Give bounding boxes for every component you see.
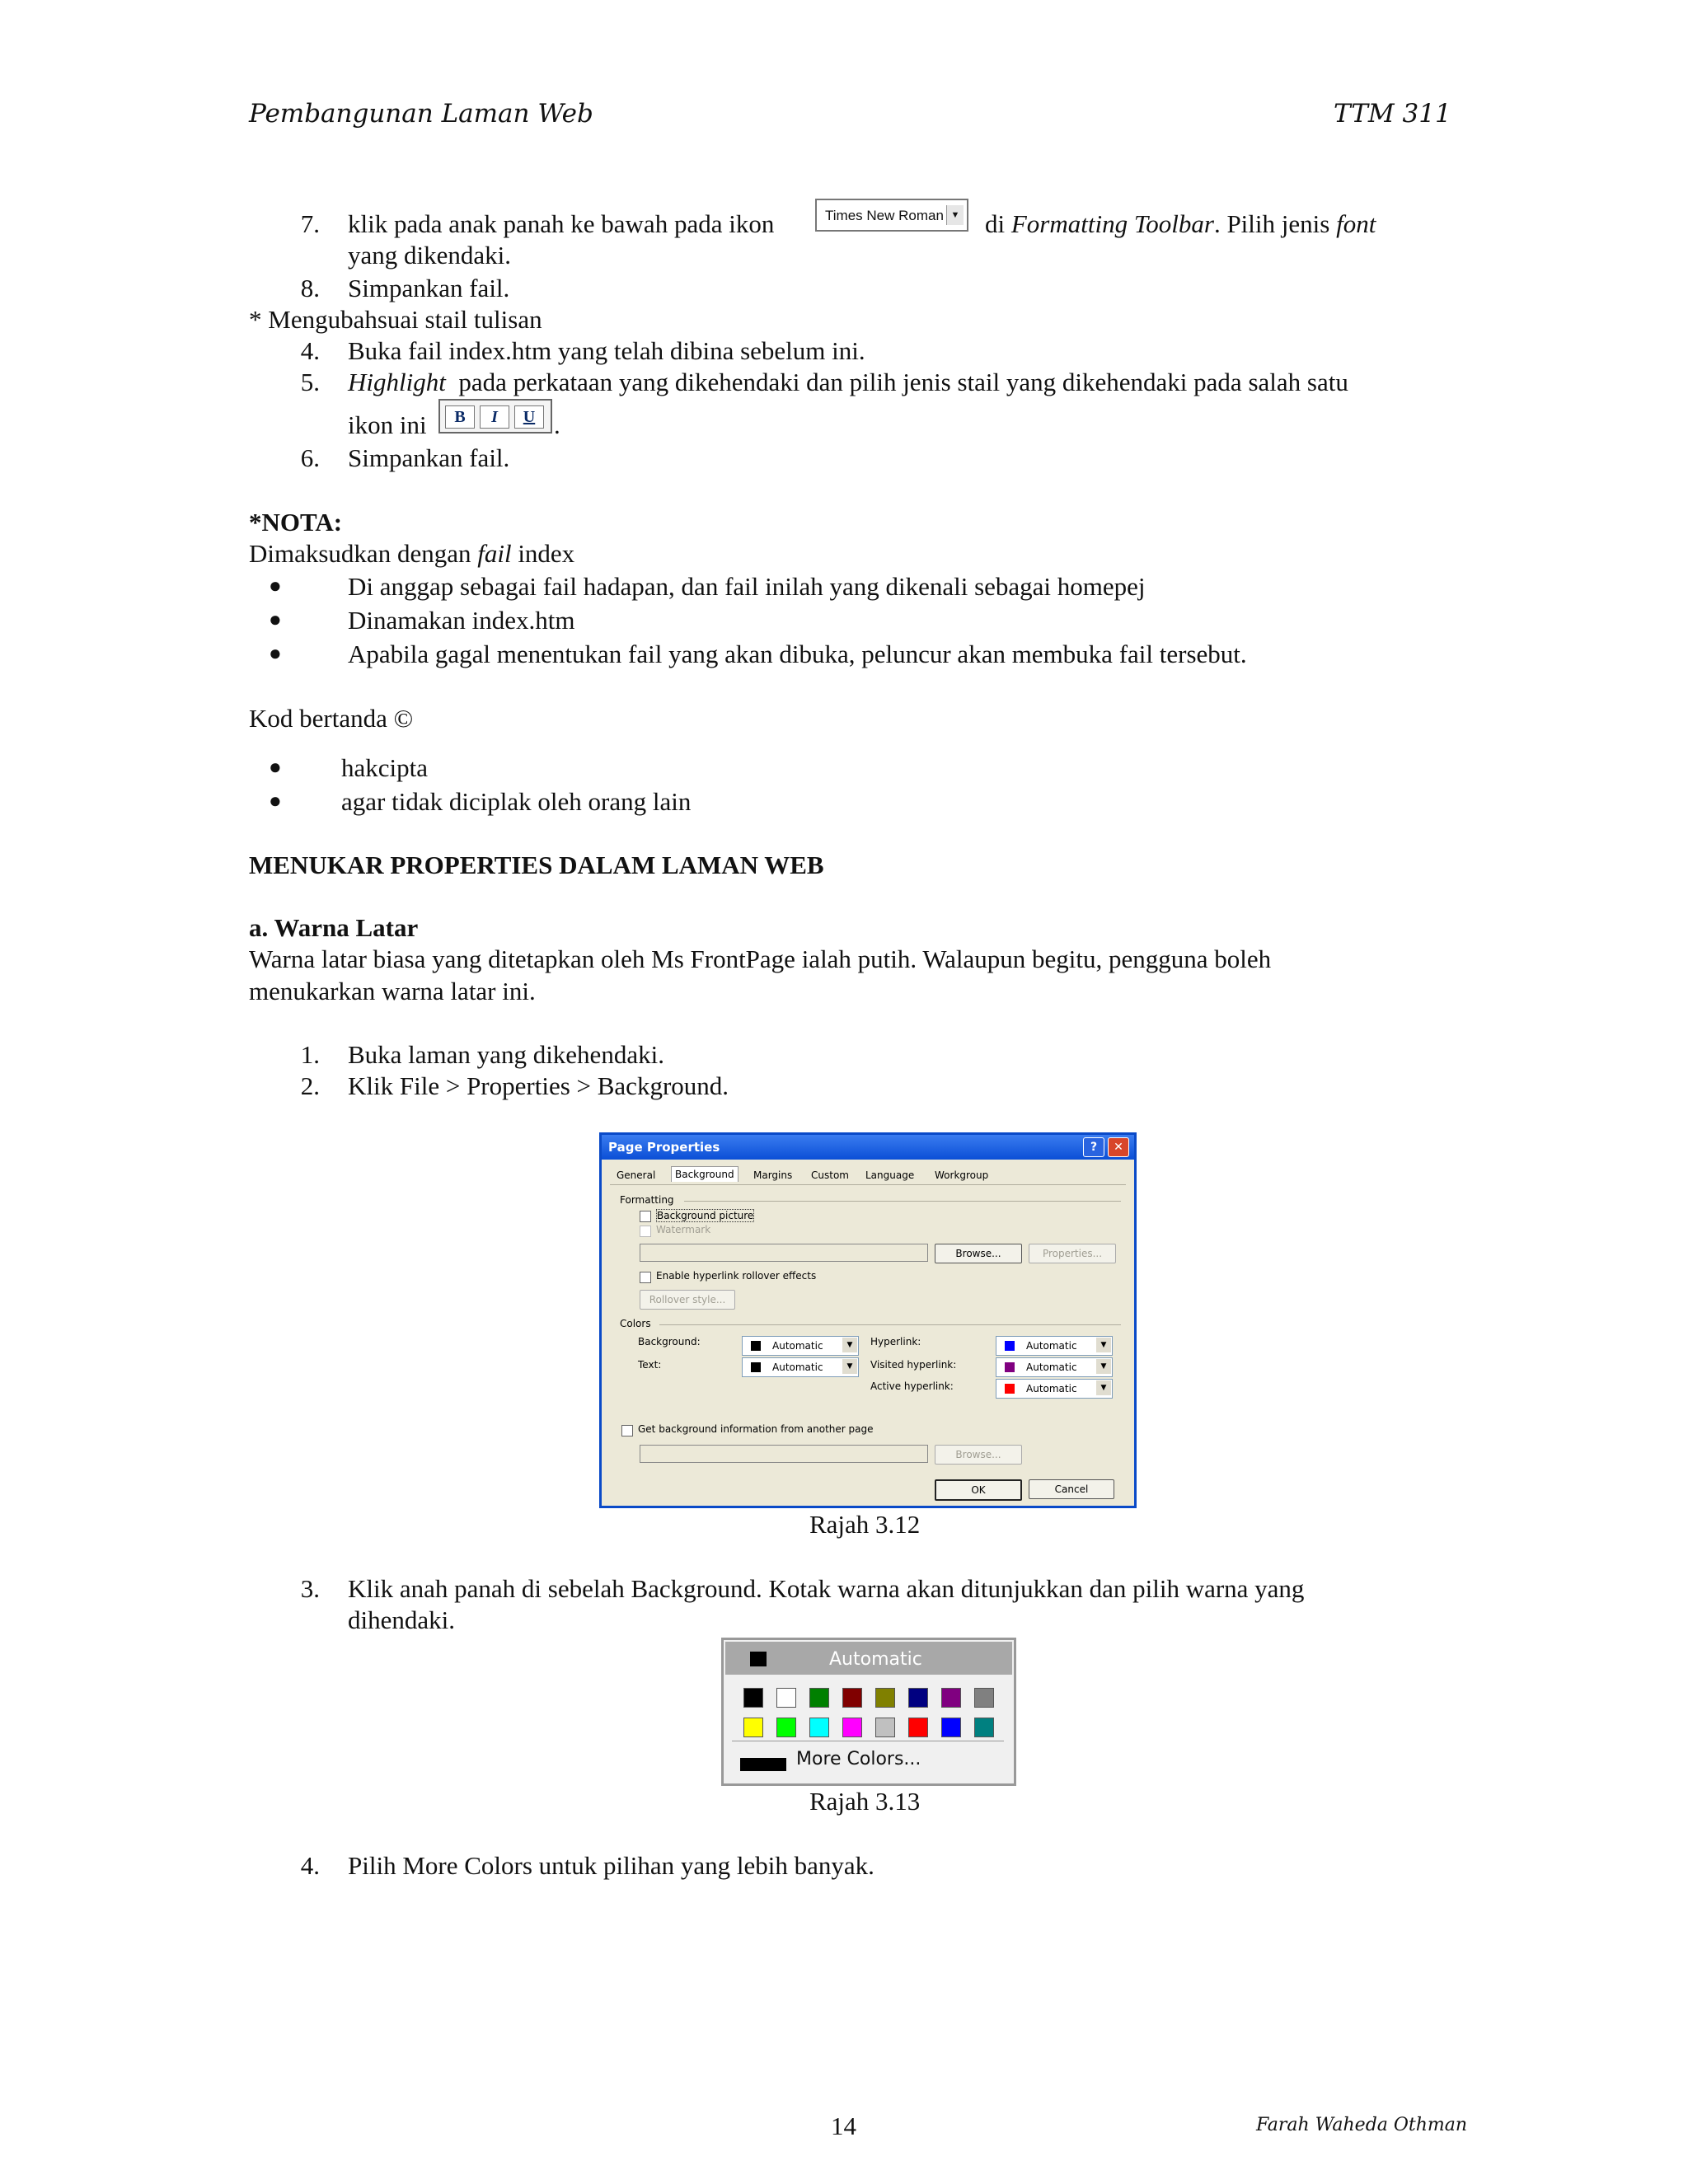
chevron-down-icon: ▼	[1096, 1359, 1111, 1374]
list-number: 4.	[300, 336, 320, 365]
list-item-text: Klik anah panah di sebelah Background. Kotak warna akan ditunjukkan dan pilih warna yang	[348, 1574, 1305, 1603]
help-button[interactable]: ?	[1083, 1137, 1104, 1157]
list-number: 1.	[300, 1040, 320, 1069]
list-item: Di anggap sebagai fail hadapan, dan fail inilah yang dikenali sebagai homepej	[348, 572, 1146, 601]
color-cell[interactable]	[809, 1688, 829, 1708]
group-divider	[684, 1201, 1121, 1202]
text-color-label: Text:	[638, 1359, 662, 1371]
section-heading: MENUKAR PROPERTIES DALAM LAMAN WEB	[249, 851, 824, 879]
list-number: 2.	[300, 1071, 320, 1100]
list-item: Dinamakan index.htm	[348, 606, 575, 635]
select-value: Automatic	[1026, 1340, 1077, 1352]
font-dropdown-label: Times New Roman	[825, 208, 944, 223]
properties-button[interactable]: Properties...	[1029, 1244, 1116, 1263]
list-item-text: Simpankan fail.	[348, 274, 510, 302]
color-cell[interactable]	[743, 1718, 763, 1737]
rollover-label: Enable hyperlink rollover effects	[656, 1270, 817, 1282]
bold-icon: B	[445, 405, 475, 429]
bullet-icon: ●	[269, 755, 282, 779]
color-swatch	[751, 1362, 761, 1372]
tab-margins[interactable]: Margins	[753, 1169, 793, 1181]
color-cell[interactable]	[974, 1688, 994, 1708]
rollover-style-button[interactable]: Rollover style...	[640, 1290, 735, 1310]
color-swatch	[1005, 1362, 1015, 1372]
watermark-label: Watermark	[656, 1224, 711, 1235]
tab-divider	[610, 1184, 1126, 1185]
get-background-field[interactable]	[640, 1445, 928, 1463]
color-swatch	[751, 1341, 761, 1351]
bullet-icon: ●	[269, 574, 282, 598]
get-background-checkbox[interactable]	[621, 1425, 633, 1436]
background-picture-label: Background picture	[657, 1210, 754, 1221]
color-cell[interactable]	[809, 1718, 829, 1737]
underline-icon: U	[514, 405, 544, 429]
bullet-icon: ●	[269, 641, 282, 665]
paragraph: Warna latar biasa yang ditetapkan oleh Ms FrontPage ialah putih. Walaupun begitu, pengguna boleh	[249, 944, 1272, 973]
figure-caption: Rajah 3.13	[809, 1787, 921, 1816]
color-cell[interactable]	[908, 1718, 928, 1737]
formatting-label: Formatting	[620, 1194, 674, 1206]
footer-author: Farah Waheda Othman	[1256, 2115, 1468, 2135]
rollover-checkbox[interactable]	[640, 1272, 651, 1283]
chevron-down-icon: ▼	[1096, 1380, 1111, 1395]
bullet-icon: ●	[269, 789, 282, 813]
dialog-title: Page Properties	[608, 1140, 720, 1155]
chevron-down-icon: ▼	[1096, 1338, 1111, 1352]
browse-button[interactable]: Browse...	[935, 1244, 1022, 1263]
bullet-icon: ●	[269, 607, 282, 631]
header-title: Pembangunan Laman Web	[249, 99, 593, 129]
background-color-label: Background:	[638, 1336, 701, 1347]
background-picture-field[interactable]	[640, 1244, 928, 1262]
more-colors-option[interactable]: More Colors...	[796, 1749, 921, 1769]
tab-language[interactable]: Language	[865, 1169, 915, 1181]
background-color-select[interactable]	[742, 1336, 859, 1356]
nota-title: *NOTA:	[249, 508, 343, 537]
color-swatch	[1005, 1341, 1015, 1351]
color-cell[interactable]	[776, 1688, 796, 1708]
list-number: 5.	[300, 368, 320, 396]
list-item-text: klik pada anak panah ke bawah pada ikon	[348, 209, 775, 238]
colors-label: Colors	[620, 1318, 651, 1329]
bold-italic-underline-icons	[438, 399, 552, 434]
select-value: Automatic	[772, 1361, 823, 1373]
list-number: 3.	[300, 1574, 320, 1603]
visited-hyperlink-select[interactable]	[996, 1357, 1113, 1377]
hyperlink-color-label: Hyperlink:	[870, 1336, 921, 1347]
color-cell[interactable]	[743, 1688, 763, 1708]
list-item: agar tidak diciplak oleh orang lain	[341, 787, 692, 816]
list-number: 6.	[300, 443, 320, 472]
list-item-text: Klik File > Properties > Background.	[348, 1071, 729, 1100]
list-number: 8.	[300, 274, 320, 302]
cancel-button[interactable]: Cancel	[1029, 1479, 1114, 1499]
list-item-text: Buka laman yang dikehendaki.	[348, 1040, 664, 1069]
list-item-text-wrap: ikon ini	[348, 410, 427, 439]
section-label: * Mengubahsuai stail tulisan	[249, 305, 542, 334]
background-picture-checkbox[interactable]	[640, 1211, 651, 1222]
dialog-titlebar	[602, 1135, 1134, 1160]
tab-background[interactable]: Background	[671, 1166, 738, 1182]
color-cell[interactable]	[941, 1718, 961, 1737]
color-cell[interactable]	[875, 1688, 895, 1708]
color-swatch	[1005, 1384, 1015, 1394]
active-hyperlink-select[interactable]	[996, 1379, 1113, 1399]
list-number: 7.	[300, 209, 320, 238]
tab-workgroup[interactable]: Workgroup	[935, 1169, 989, 1181]
paragraph: menukarkan warna latar ini.	[249, 977, 536, 1005]
list-item-text-continued: di Formatting Toolbar. Pilih jenis font	[985, 209, 1376, 238]
close-button[interactable]: ✕	[1108, 1137, 1129, 1157]
tab-general[interactable]: General	[617, 1169, 656, 1181]
select-value: Automatic	[1026, 1361, 1077, 1373]
select-value: Automatic	[1026, 1383, 1077, 1394]
color-cell[interactable]	[908, 1688, 928, 1708]
list-item-text: Pilih More Colors untuk pilihan yang lebih banyak.	[348, 1851, 874, 1880]
page-number: 14	[831, 2111, 856, 2140]
nota-intro: Dimaksudkan dengan fail index	[249, 539, 575, 568]
subsection-heading: a. Warna Latar	[249, 913, 419, 942]
color-cell[interactable]	[776, 1718, 796, 1737]
color-cell[interactable]	[842, 1718, 862, 1737]
chevron-down-icon: ▼	[946, 205, 964, 225]
select-value: Automatic	[772, 1340, 823, 1352]
period: .	[554, 410, 560, 439]
list-item-text: Buka fail index.htm yang telah dibina sebelum ini.	[348, 336, 865, 365]
automatic-label: Automatic	[829, 1649, 922, 1670]
visited-hyperlink-label: Visited hyperlink:	[870, 1359, 957, 1371]
color-cell[interactable]	[842, 1688, 862, 1708]
header-course-code: TTM 311	[1334, 99, 1451, 129]
page-properties-dialog	[599, 1132, 1137, 1508]
chevron-down-icon: ▼	[842, 1338, 857, 1352]
figure-caption: Rajah 3.12	[809, 1510, 921, 1539]
color-picker-popup	[721, 1638, 1016, 1786]
color-swatch	[740, 1758, 786, 1771]
italic-icon: I	[480, 405, 509, 429]
hyperlink-color-select[interactable]	[996, 1336, 1113, 1356]
list-item: hakcipta	[341, 753, 429, 782]
list-item: Apabila gagal menentukan fail yang akan dibuka, peluncur akan membuka fail tersebut.	[348, 640, 1247, 668]
list-number: 4.	[300, 1851, 320, 1880]
color-cell[interactable]	[974, 1718, 994, 1737]
group-divider	[659, 1324, 1121, 1325]
kod-title: Kod bertanda ©	[249, 704, 414, 733]
watermark-checkbox[interactable]	[640, 1226, 651, 1237]
list-item-text: Simpankan fail.	[348, 443, 510, 472]
automatic-option[interactable]	[725, 1642, 1012, 1675]
list-item-text-wrap: yang dikendaki.	[348, 241, 512, 269]
tab-custom[interactable]: Custom	[811, 1169, 849, 1181]
active-hyperlink-label: Active hyperlink:	[870, 1380, 954, 1392]
list-item-text: Highlight pada perkataan yang dikehendaki dan pilih jenis stail yang dikehendaki pada salah satu	[348, 368, 1348, 396]
list-item-text-wrap: dihendaki.	[348, 1605, 455, 1634]
text-color-select[interactable]	[742, 1357, 859, 1377]
browse-button-disabled[interactable]: Browse...	[935, 1445, 1022, 1465]
font-dropdown-icon	[815, 199, 968, 232]
get-background-label: Get background information from another page	[638, 1423, 874, 1435]
ok-button[interactable]: OK	[935, 1479, 1022, 1501]
color-cell[interactable]	[941, 1688, 961, 1708]
color-cell[interactable]	[875, 1718, 895, 1737]
chevron-down-icon: ▼	[842, 1359, 857, 1374]
color-swatch	[750, 1652, 767, 1666]
